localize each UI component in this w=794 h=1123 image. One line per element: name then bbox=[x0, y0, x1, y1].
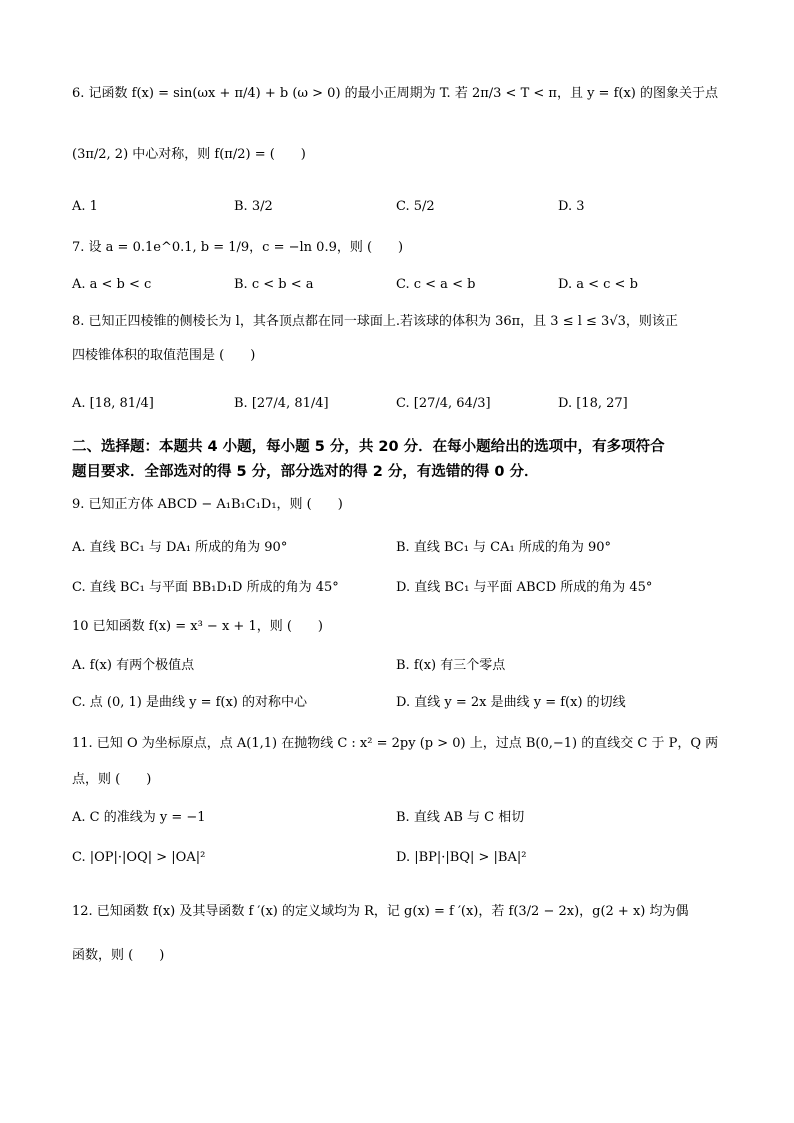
question-7-option-c: C. c < a < b bbox=[396, 277, 476, 292]
question-10-option-a: A. f(x) 有两个极值点 bbox=[72, 658, 195, 673]
question-8-option-d: D. [18, 27] bbox=[558, 396, 628, 411]
question-10-option-d: D. 直线 y = 2x 是曲线 y = f(x) 的切线 bbox=[396, 695, 626, 710]
question-11-option-d: D. |BP|·|BQ| > |BA|² bbox=[396, 850, 527, 865]
question-9-option-a: A. 直线 BC₁ 与 DA₁ 所成的角为 90° bbox=[72, 540, 288, 555]
question-7-line-1: 7. 设 a = 0.1e^0.1, b = 1/9，c = −ln 0.9，则 ( ) bbox=[72, 240, 404, 255]
question-6-option-a: A. 1 bbox=[72, 199, 98, 214]
question-11-line-1: 11. 已知 O 为坐标原点，点 A(1,1) 在抛物线 C : x² = 2py (p > 0) 上，过点 B(0,−1) 的直线交 C 于 P，Q 两 bbox=[72, 736, 719, 751]
question-6-line-2: (3π/2, 2) 中心对称，则 f(π/2) = ( ) bbox=[72, 147, 306, 162]
question-6-option-c: C. 5/2 bbox=[396, 199, 435, 214]
question-8-option-b: B. [27/4, 81/4] bbox=[234, 396, 329, 411]
question-8-line-2: 四棱锥体积的取值范围是 ( ) bbox=[72, 348, 256, 363]
question-12-line-2: 函数，则 ( ) bbox=[72, 948, 165, 963]
question-12-line-1: 12. 已知函数 f(x) 及其导函数 f ′(x) 的定义域均为 R，记 g(x) = f ′(x)，若 f(3/2 − 2x)，g(2 + x) 均为偶 bbox=[72, 904, 689, 919]
question-7-option-b: B. c < b < a bbox=[234, 277, 314, 292]
question-8-line-1: 8. 已知正四棱锥的侧棱长为 l，其各顶点都在同一球面上.若该球的体积为 36π，且 3 ≤ l ≤ 3√3，则该正 bbox=[72, 314, 678, 329]
question-11-line-2: 点，则 ( ) bbox=[72, 772, 152, 787]
section-2-heading-line-2: 题目要求．全部选对的得 5 分，部分选对的得 2 分，有选错的得 0 分． bbox=[72, 464, 539, 480]
question-10-option-c: C. 点 (0, 1) 是曲线 y = f(x) 的对称中心 bbox=[72, 695, 308, 710]
question-8-option-c: C. [27/4, 64/3] bbox=[396, 396, 491, 411]
question-8-option-a: A. [18, 81/4] bbox=[72, 396, 154, 411]
question-6-line-1: 6. 记函数 f(x) = sin(ωx + π/4) + b (ω > 0) 的最小正周期为 T. 若 2π/3 < T < π，且 y = f(x) 的图象关于点 bbox=[72, 86, 718, 101]
question-11-option-c: C. |OP|·|OQ| > |OA|² bbox=[72, 850, 206, 865]
question-9-option-d: D. 直线 BC₁ 与平面 ABCD 所成的角为 45° bbox=[396, 580, 653, 595]
question-9-option-c: C. 直线 BC₁ 与平面 BB₁D₁D 所成的角为 45° bbox=[72, 580, 339, 595]
question-10-line-1: 10 已知函数 f(x) = x³ − x + 1，则 ( ) bbox=[72, 619, 323, 634]
question-10-option-b: B. f(x) 有三个零点 bbox=[396, 658, 506, 673]
section-2-heading-line-1: 二、选择题：本题共 4 小题，每小题 5 分，共 20 分．在每小题给出的选项中，有多项符合 bbox=[72, 439, 665, 455]
question-7-option-d: D. a < c < b bbox=[558, 277, 638, 292]
question-6-option-d: D. 3 bbox=[558, 199, 585, 214]
question-11-option-a: A. C 的准线为 y = −1 bbox=[72, 810, 206, 825]
question-6-option-b: B. 3/2 bbox=[234, 199, 273, 214]
question-9-option-b: B. 直线 BC₁ 与 CA₁ 所成的角为 90° bbox=[396, 540, 612, 555]
question-7-option-a: A. a < b < c bbox=[72, 277, 152, 292]
question-9-line-1: 9. 已知正方体 ABCD − A₁B₁C₁D₁，则 ( ) bbox=[72, 497, 343, 512]
question-11-option-b: B. 直线 AB 与 C 相切 bbox=[396, 810, 525, 825]
